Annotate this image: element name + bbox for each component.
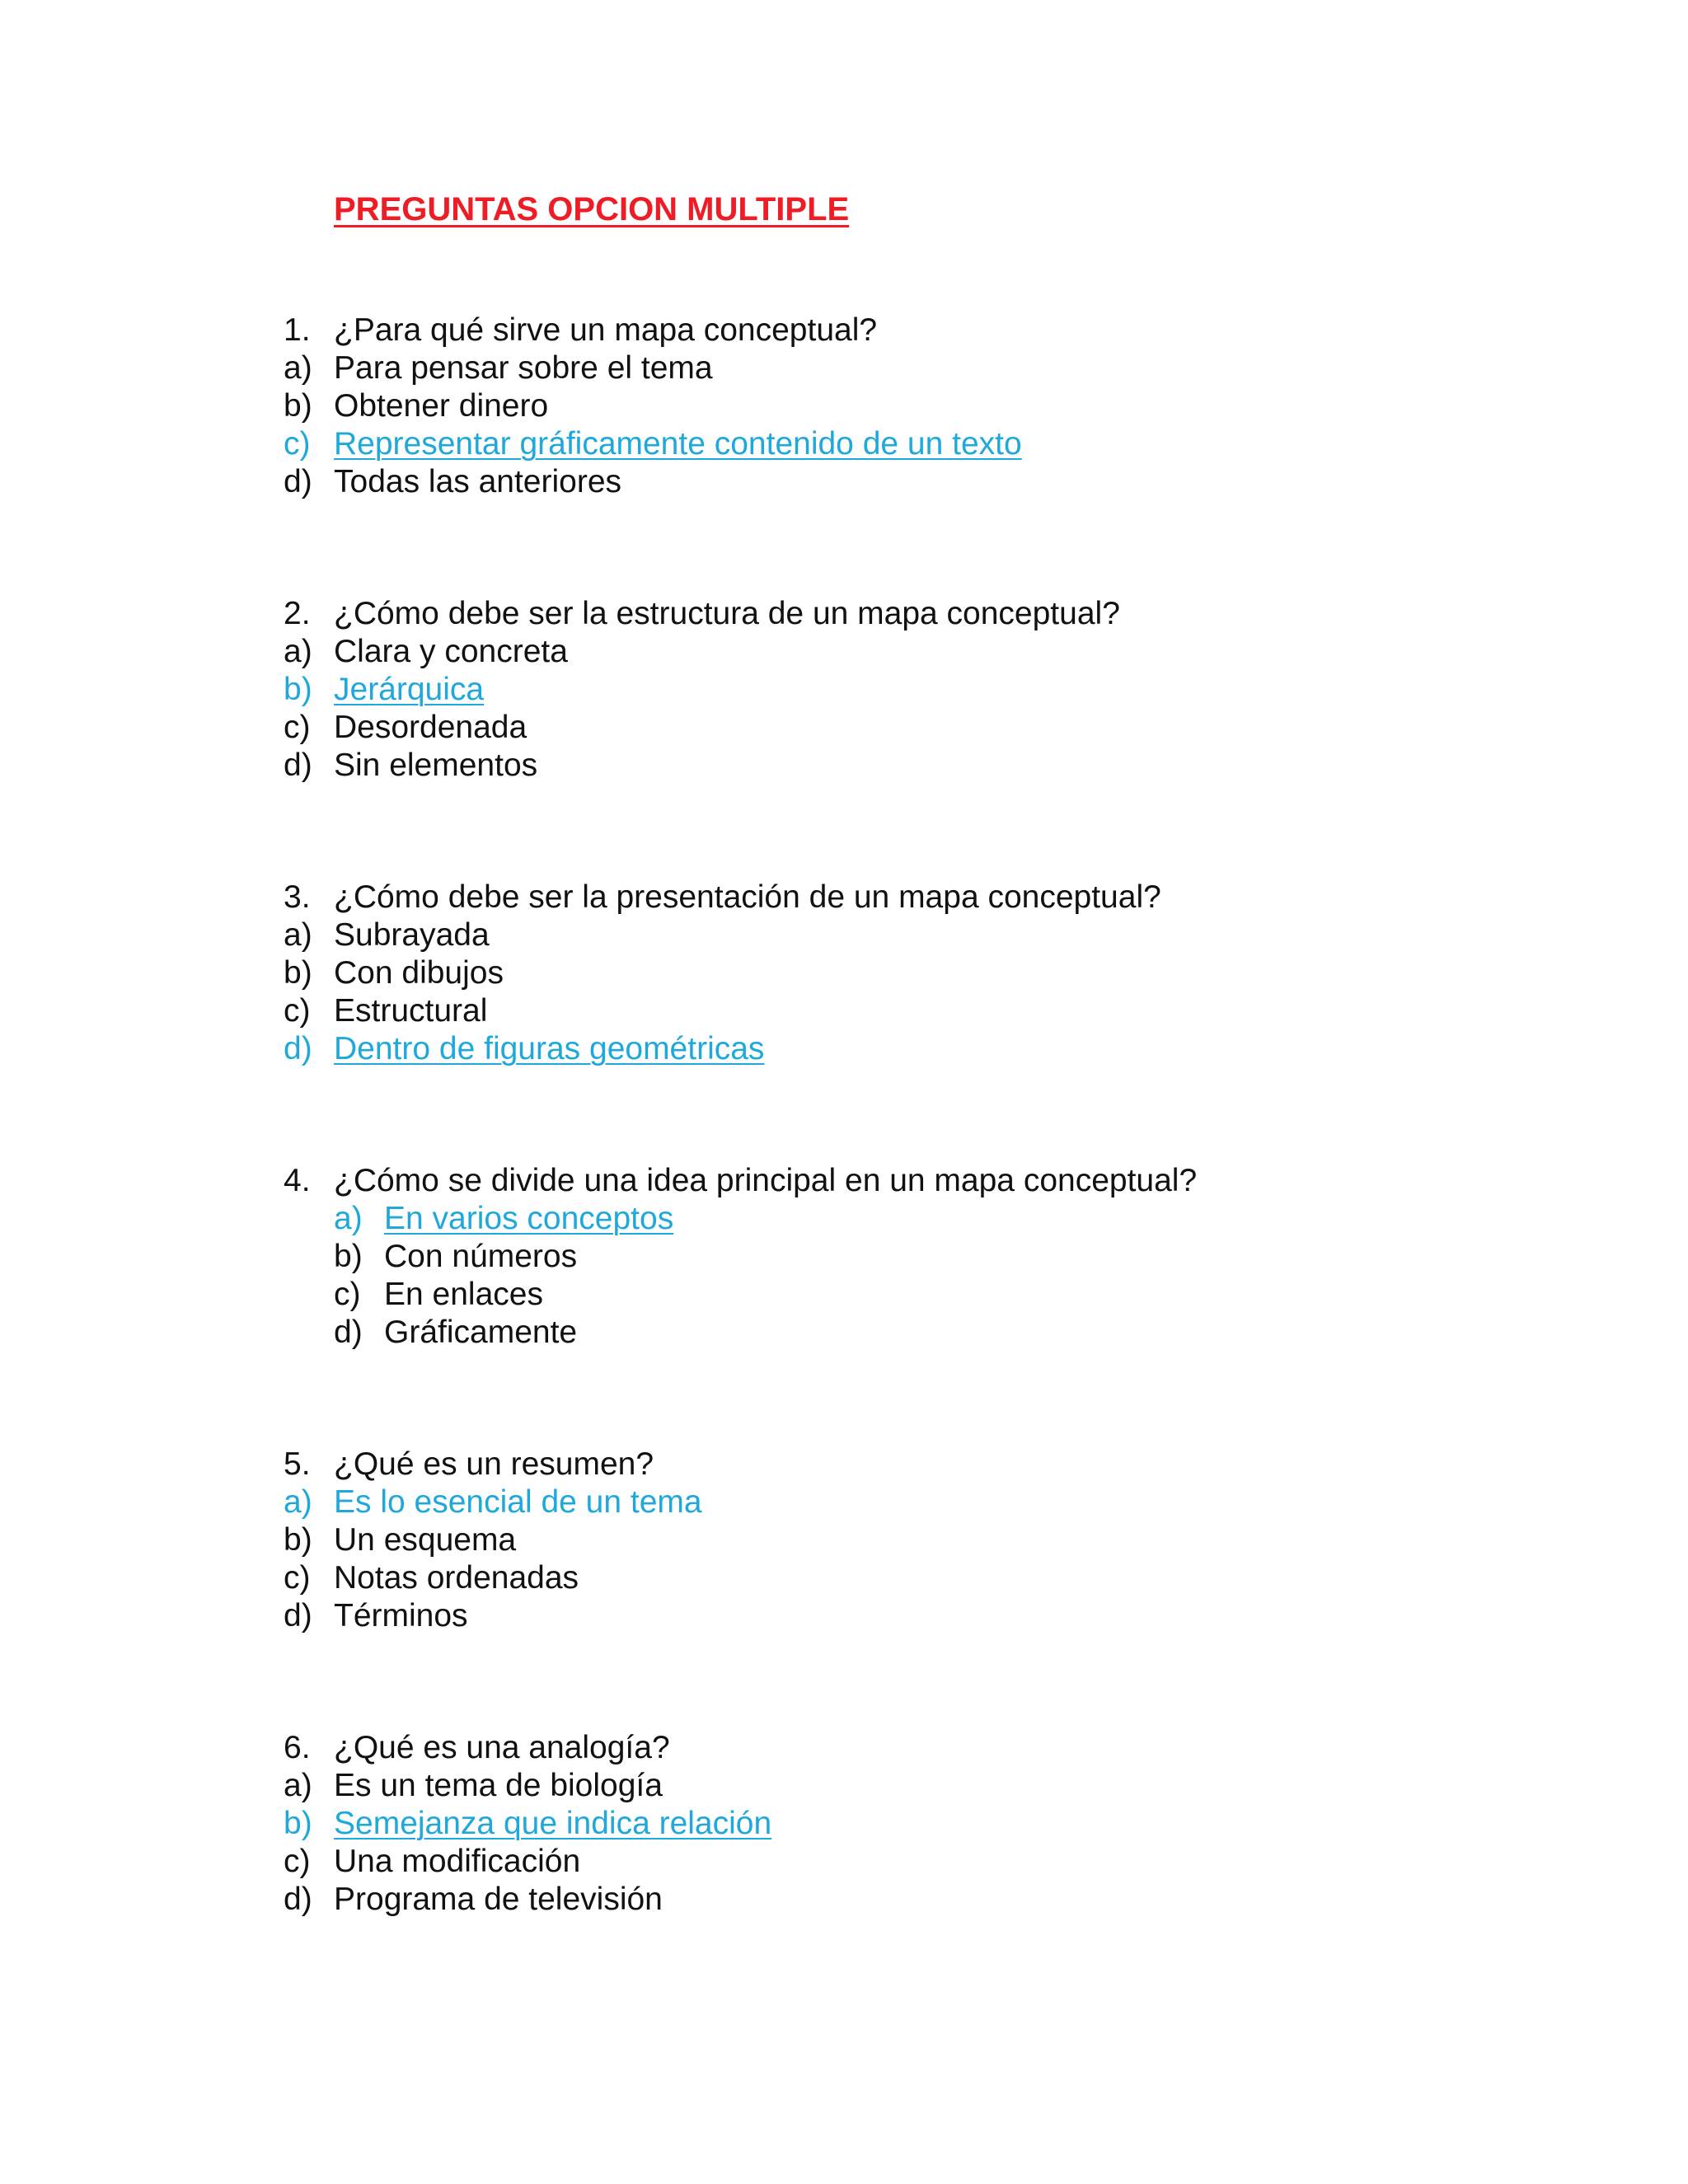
option-text: Notas ordenadas xyxy=(334,1560,579,1596)
option-text: Sin elementos xyxy=(334,748,538,783)
option-letter: a) xyxy=(284,634,312,669)
option-letter: b) xyxy=(284,1522,312,1558)
option-text: Gráficamente xyxy=(384,1315,578,1350)
option-letter: c) xyxy=(284,1844,311,1879)
question-text: ¿Qué es un resumen? xyxy=(334,1446,654,1482)
option-letter: c) xyxy=(284,993,311,1029)
option-letter: d) xyxy=(284,464,312,499)
question-number: 6. xyxy=(284,1730,311,1765)
option-letter: b) xyxy=(284,388,312,424)
option-letter: c) xyxy=(284,710,311,745)
option-text[interactable]: Dentro de figuras geométricas xyxy=(334,1031,765,1066)
option-text: Con dibujos xyxy=(334,955,504,991)
question-text: ¿Cómo debe ser la estructura de un mapa conceptual? xyxy=(334,596,1120,631)
question-number: 5. xyxy=(284,1446,311,1482)
page-title: PREGUNTAS OPCION MULTIPLE xyxy=(334,191,850,227)
option-text: Todas las anteriores xyxy=(334,464,622,499)
option-text: Obtener dinero xyxy=(334,388,549,424)
option-letter: a) xyxy=(284,1768,312,1803)
option-text: Un esquema xyxy=(334,1522,517,1558)
option-text[interactable]: En varios conceptos xyxy=(384,1201,674,1236)
option-text: Es lo esencial de un tema xyxy=(334,1484,702,1520)
option-letter: b) xyxy=(284,955,312,991)
option-text: Estructural xyxy=(334,993,488,1029)
option-text[interactable]: Jerárquica xyxy=(334,672,485,707)
option-text: Desordenada xyxy=(334,710,528,745)
question-text: ¿Qué es una analogía? xyxy=(334,1730,670,1765)
option-text: Programa de televisión xyxy=(334,1882,663,1917)
option-text: Subrayada xyxy=(334,917,490,953)
option-text: Clara y concreta xyxy=(334,634,568,669)
option-letter: b) xyxy=(284,672,312,707)
question-text: ¿Cómo debe ser la presentación de un mapa conceptual? xyxy=(334,879,1161,915)
question-number: 2. xyxy=(284,596,311,631)
option-letter: d) xyxy=(284,1882,312,1917)
option-text[interactable]: Semejanza que indica relación xyxy=(334,1806,772,1841)
option-text: En enlaces xyxy=(384,1277,543,1312)
option-letter: d) xyxy=(334,1315,363,1350)
option-letter: a) xyxy=(334,1201,363,1236)
option-text: Con números xyxy=(384,1239,578,1274)
option-letter: a) xyxy=(284,1484,312,1520)
option-letter: d) xyxy=(284,1598,312,1633)
option-text: Para pensar sobre el tema xyxy=(334,350,713,386)
option-letter: b) xyxy=(334,1239,363,1274)
question-number: 4. xyxy=(284,1163,311,1198)
option-letter: c) xyxy=(334,1277,361,1312)
option-letter: d) xyxy=(284,748,312,783)
question-number: 1. xyxy=(284,312,311,348)
option-text[interactable]: Representar gráficamente contenido de un texto xyxy=(334,426,1022,462)
option-letter: c) xyxy=(284,1560,311,1596)
option-letter: a) xyxy=(284,350,312,386)
option-letter: d) xyxy=(284,1031,312,1066)
option-text: Términos xyxy=(334,1598,468,1633)
option-text: Es un tema de biología xyxy=(334,1768,663,1803)
option-letter: c) xyxy=(284,426,311,462)
option-text: Una modificación xyxy=(334,1844,581,1879)
option-letter: b) xyxy=(284,1806,312,1841)
option-letter: a) xyxy=(284,917,312,953)
question-text: ¿Cómo se divide una idea principal en un mapa conceptual? xyxy=(334,1163,1198,1198)
question-text: ¿Para qué sirve un mapa conceptual? xyxy=(334,312,878,348)
question-number: 3. xyxy=(284,879,311,915)
